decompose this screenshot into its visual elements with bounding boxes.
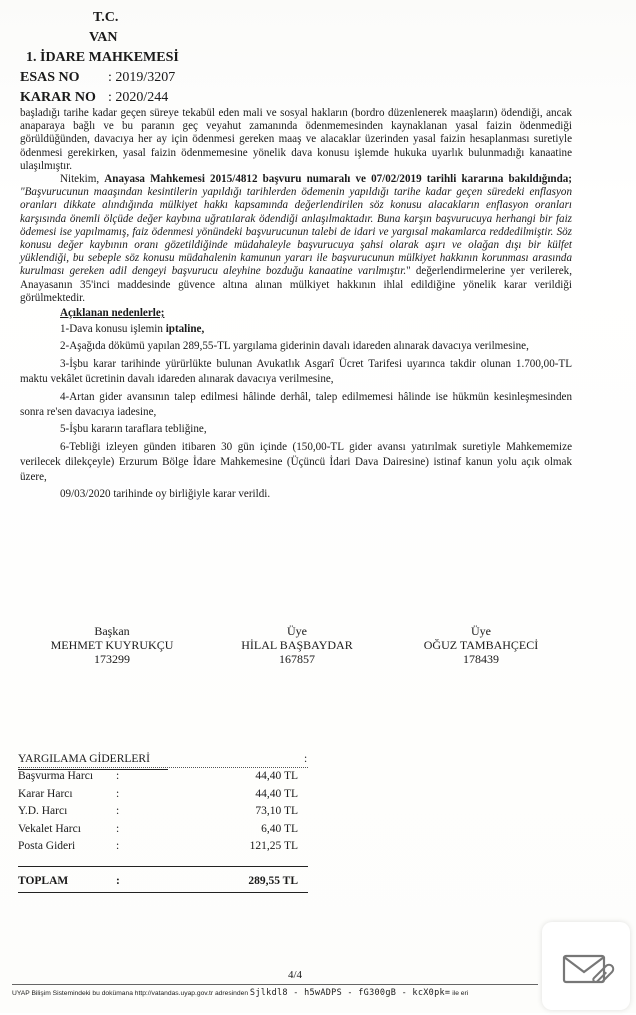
cost-row xyxy=(18,803,308,821)
item1-bold: iptaline, xyxy=(165,323,205,336)
costs-divider xyxy=(18,866,308,867)
esas-label: ESAS NO xyxy=(20,70,80,85)
footer-tail: ile eri xyxy=(452,990,469,997)
verification-code: Sjlkdl8 - h5wADPS - fG300gB - kcX0pk= xyxy=(249,988,451,998)
cost-amount: 121,25 TL xyxy=(249,840,298,853)
ruling-item-4: 4-Artan gider avansının talep edilmesi hâlinde derhâl, talep edilmemesi hâlinde ise hükmün kesinleşmesinden sonra re'sen davacıya iadesine, xyxy=(20,391,572,419)
signature-member-1 xyxy=(207,624,387,666)
ruling-item-3: 3-İşbu karar tarihinde yürürlükte bulunan Avukatlık Asgarî Ücret Tarifesi uyarınca takdir olunan 1.700,00-TL maktu vekâlet ücretinin davalı idareden alınarak davacıya verilmesine, xyxy=(20,358,572,386)
reasons-title xyxy=(20,307,572,320)
footer-text: UYAP Bilişim Sistemindeki bu dokümana http://vatandas.uyap.gov.tr adresinden xyxy=(12,990,249,997)
ruling-item-1 xyxy=(20,323,572,336)
court-costs-table xyxy=(18,751,308,893)
uyap-footer xyxy=(12,988,542,998)
cost-amount: 73,10 TL xyxy=(255,805,298,818)
header-city: VAN xyxy=(89,30,118,45)
cost-row xyxy=(18,838,308,856)
signature-role: Üye xyxy=(287,624,307,638)
karar-value: : 2020/244 xyxy=(108,90,169,105)
cost-amount: 6,40 TL xyxy=(261,822,298,835)
paragraph-constitutional-court xyxy=(20,173,572,305)
p2-citation: Anayasa Mahkemesi 2015/4812 başvuru numaralı ve 07/02/2019 tarihli kararına bakıldığında; xyxy=(104,173,573,186)
costs-title: YARGILAMA GİDERLERİ xyxy=(18,751,168,770)
total-amount: 289,55 TL xyxy=(248,874,298,887)
cost-amount: 44,40 TL xyxy=(255,787,298,800)
karar-no xyxy=(20,90,169,106)
cost-colon: : xyxy=(116,805,120,818)
cost-colon: : xyxy=(116,822,120,835)
ruling-item-2: 2-Aşağıda dökümü yapılan 289,55-TL yargılama giderinin davalı idareden alınarak davacıya verilmesine, xyxy=(60,340,529,353)
cost-total-row xyxy=(18,873,308,893)
total-colon: : xyxy=(116,874,120,887)
signature-number: 173299 xyxy=(94,652,130,666)
p2-quote: "Başvurucunun maaşından kesintilerin yapıldığı tarihlerden ödemenin yapıldığı tarihe kadar geçen süredeki enflasyon oranları dikkate alındığında mülkiyet hakkı kapsamında değerlendirilen söz konusu alacakların enflasyon oranları karşısında önemli ölçüde değer kaybına uğratılarak ödendiği anlaşılmaktadır. Buna karşın başvurucuya herhangi bir faiz ödemesi ise yapılmamış, faiz ödenmesi yönündeki başvurucunun talebi de idari ve yargısal makamlarca reddedilmiştir. Söz konusu değer kaybının oranı gözetildiğinde müdahaleyle başvurucuya şahsi olarak aşırı ve olağan dışı bir külfet yüklendiği, bu sebeple söz konusu müdahalenin kamunun yararı ile başvurucunun mülkiyet hakkının korunması arasında kurulması gereken adil dengeyi başvurucu aleyhine bozduğu kanaatine varılmıştır. xyxy=(20,186,572,278)
costs-title-colon: : xyxy=(304,753,308,765)
footer-divider xyxy=(12,984,538,985)
reasons-title-text: Açıklanan nedenlerle; xyxy=(60,307,165,320)
ruling-item-6: 6-Tebliği izleyen günden itibaren 30 gün içinde (150,00-TL gider avansı yatırılmak suretiyle Mahkememize verilecek dilekçeyle) Erzurum Bölge İdare Mahkemesine (Üçüncü İdari Dava Dairesine) istinaf kanun yolu açık olmak üzere, xyxy=(20,440,572,483)
cost-colon: : xyxy=(116,787,120,800)
cost-label: Başvurma Harcı xyxy=(18,770,94,782)
cost-row xyxy=(18,821,308,839)
p2-conclusion: " değerlendirmelerine yer verilerek, Anayasanın 35'inci maddesinde güvence altına alınan mülkiyet hakkının ihlal edildiğine yönelik karar verildiği görülmektedir. xyxy=(20,265,572,304)
mail-paperclip-icon xyxy=(542,922,630,1010)
cost-colon: : xyxy=(116,840,120,853)
costs-header xyxy=(18,751,308,768)
signature-role: Başkan xyxy=(94,624,130,638)
mail-attachment-button[interactable] xyxy=(542,922,630,1010)
esas-value: : 2019/3207 xyxy=(108,70,176,85)
decision-body xyxy=(20,107,572,501)
court-name: 1. İDARE MAHKEMESİ xyxy=(26,50,179,65)
cost-colon: : xyxy=(116,770,120,782)
cost-label: Karar Harcı xyxy=(18,787,73,800)
header-tc: T.C. xyxy=(93,10,119,25)
signature-number: 178439 xyxy=(463,652,499,666)
signature-name: HİLAL BAŞBAYDAR xyxy=(241,638,353,652)
p2-lead: Nitekim, xyxy=(60,173,105,186)
total-label: TOPLAM xyxy=(18,874,69,887)
cost-amount: 44,40 TL xyxy=(255,770,298,782)
esas-no xyxy=(20,70,176,86)
signature-number: 167857 xyxy=(279,652,315,666)
decision-date: 09/03/2020 tarihinde oy birliğiyle karar verildi. xyxy=(60,487,271,500)
signature-chair xyxy=(22,624,202,666)
signature-role: Üye xyxy=(471,624,491,638)
signature-name: OĞUZ TAMBAHÇECİ xyxy=(423,638,539,652)
cost-row xyxy=(18,786,308,804)
cost-label: Posta Gideri xyxy=(18,840,76,853)
signature-name: MEHMET KUYRUKÇU xyxy=(50,638,174,652)
signature-member-2 xyxy=(391,624,571,666)
paragraph-facts: başladığı tarihe kadar geçen süreye tekabül eden mali ve sosyal hakların (bordro düzenlenerek maaşların) ödendiği, ancak anaparaya bağlı ve bu paranın geç veyahut zamanında ödenmemesinden kaynaklanan yasal faizin ödenmediği görüldüğünden, davacıya her ay için ödenmesi gereken maaş ve alacaklar üzerinden yasal faizin hesaplanması suretiyle ödenmesi gerekirken, yasal faizin ödenmemesine yönelik dava konusu işlemde hukuka uyarlık bulunmadığı kanaatine ulaşılmıştır. xyxy=(20,107,572,172)
karar-label: KARAR NO xyxy=(20,90,96,105)
page-number: 4/4 xyxy=(288,969,303,981)
ruling-item-5: 5-İşbu kararın taraflara tebliğine, xyxy=(60,423,207,436)
cost-row xyxy=(18,768,308,786)
item1-text: 1-Dava konusu işlemin xyxy=(60,323,166,336)
cost-label: Y.D. Harcı xyxy=(18,805,68,818)
cost-label: Vekalet Harcı xyxy=(18,822,81,835)
